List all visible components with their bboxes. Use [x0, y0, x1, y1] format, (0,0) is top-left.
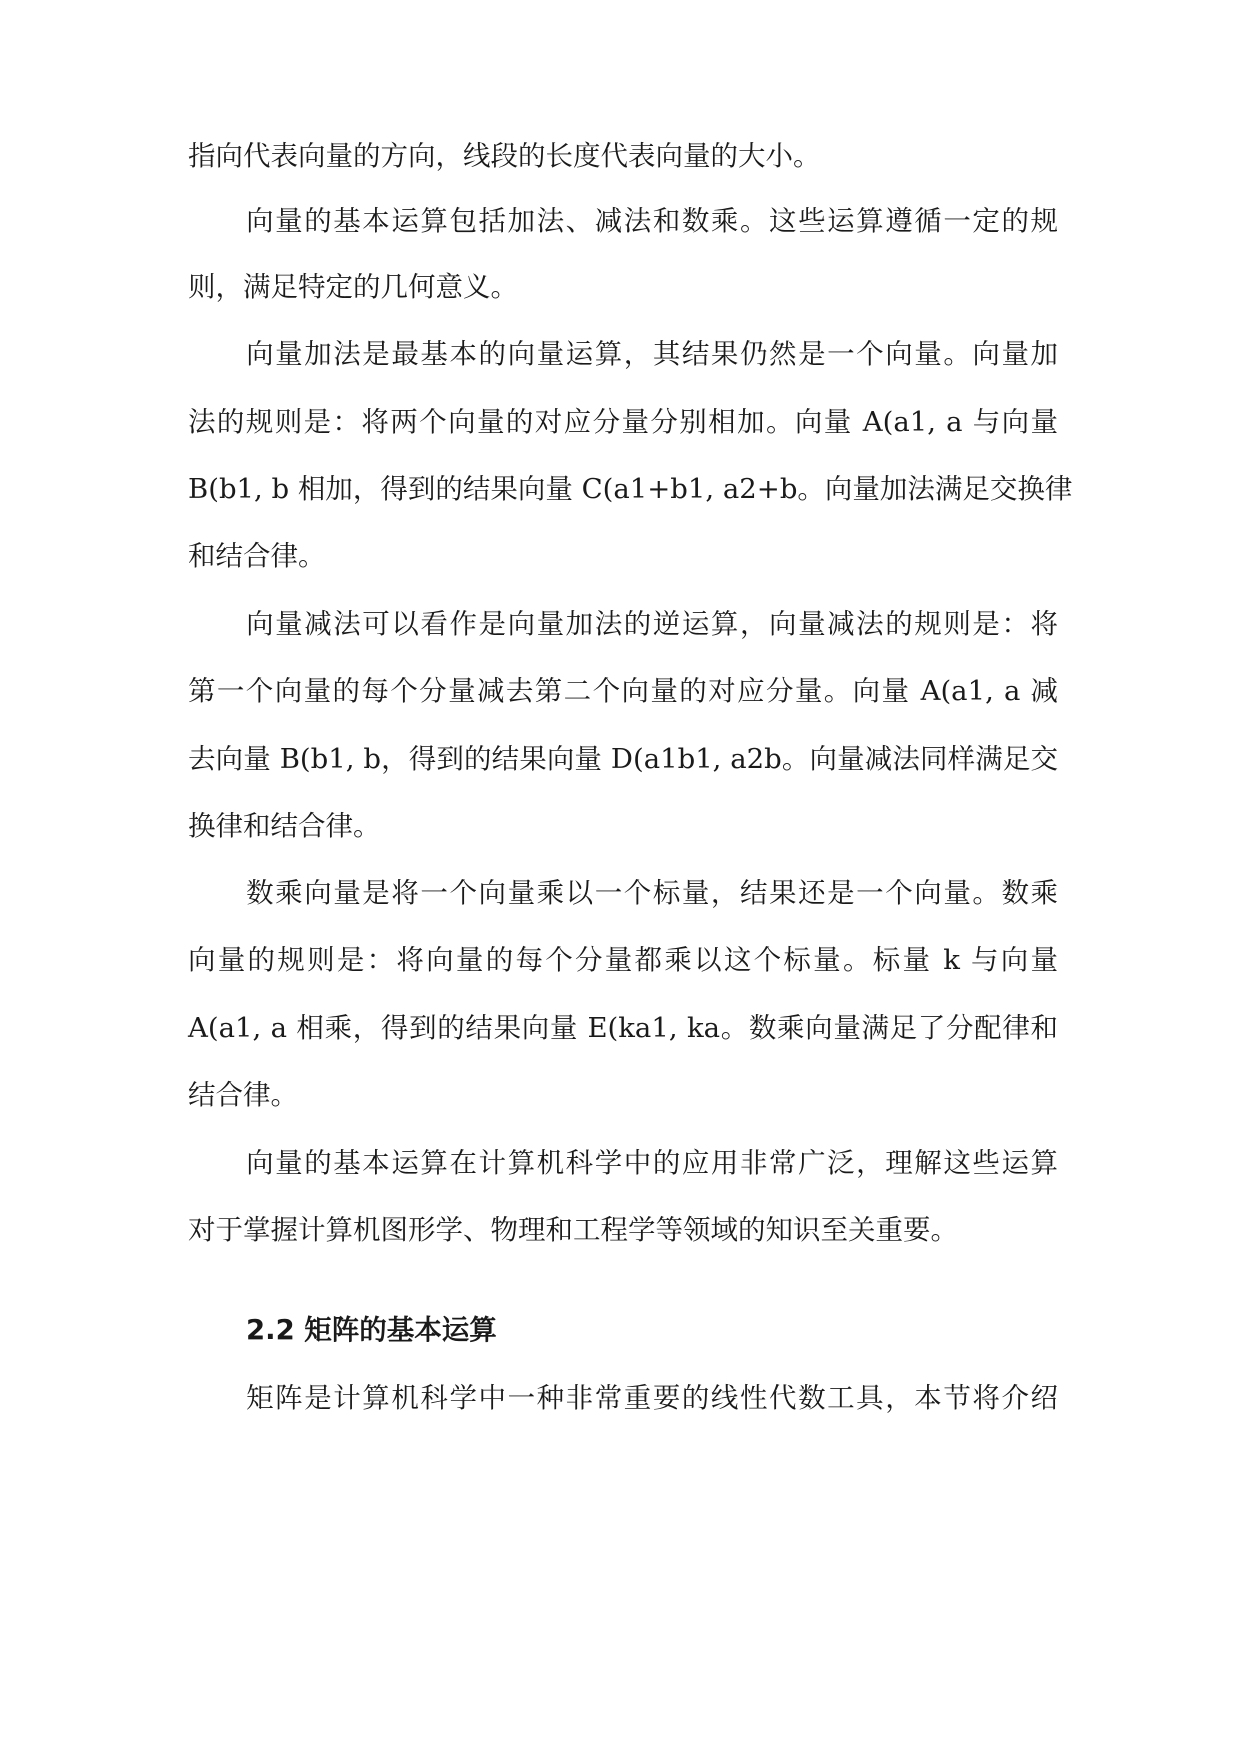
text-line: 数乘向量是将一个向量乘以一个标量，结果还是一个向量。数乘 — [188, 877, 1058, 909]
text-line: 向量减法可以看作是向量加法的逆运算，向量减法的规则是：将 — [188, 608, 1058, 640]
text-line: 向量的基本运算包括加法、减法和数乘。这些运算遵循一定的规 — [188, 205, 1058, 237]
text-line: 向量的规则是：将向量的每个分量都乘以这个标量。标量 k 与向量 — [188, 944, 1058, 976]
text-line: 矩阵是计算机科学中一种非常重要的线性代数工具，本节将介绍 — [188, 1382, 1058, 1414]
text-line: 向量的基本运算在计算机科学中的应用非常广泛，理解这些运算 — [188, 1147, 1058, 1179]
text-line: 换律和结合律。 — [188, 810, 381, 842]
text-line: 法的规则是：将两个向量的对应分量分别相加。向量 A(a1, a 与向量 — [188, 406, 1058, 438]
text-line: B(b1, b 相加，得到的结果向量 C(a1+b1, a2+b。向量加法满足交换律 — [188, 473, 1073, 505]
text-line: 第一个向量的每个分量减去第二个向量的对应分量。向量 A(a1, a 减 — [188, 675, 1058, 707]
text-line: 去向量 B(b1, b，得到的结果向量 D(a1b1, a2b。向量减法同样满足交 — [188, 743, 1058, 775]
section-heading: 2.2 矩阵的基本运算 — [246, 1314, 497, 1346]
text-line: 和结合律。 — [188, 540, 326, 572]
text-line: 对于掌握计算机图形学、物理和工程学等领域的知识至关重要。 — [188, 1214, 958, 1246]
text-line: A(a1, a 相乘，得到的结果向量 E(ka1, ka。数乘向量满足了分配律和 — [188, 1012, 1058, 1044]
text-line: 结合律。 — [188, 1079, 298, 1111]
text-line: 指向代表向量的方向，线段的长度代表向量的大小。 — [188, 140, 821, 172]
text-line: 向量加法是最基本的向量运算，其结果仍然是一个向量。向量加 — [188, 338, 1058, 370]
text-line: 则，满足特定的几何意义。 — [188, 271, 518, 303]
